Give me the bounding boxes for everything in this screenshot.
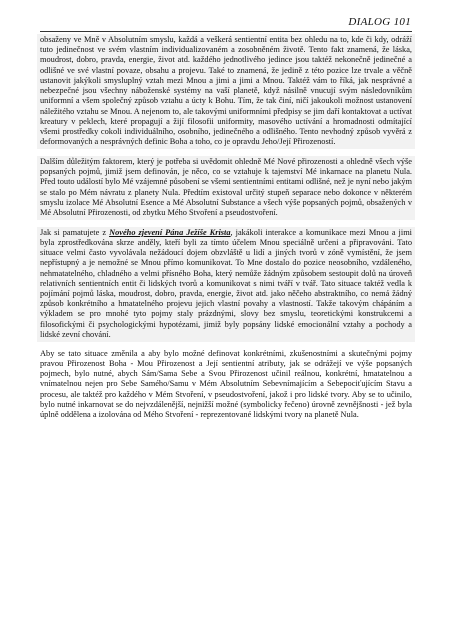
paragraph-2: Dalším důležitým faktorem, který je potřeba si uvědomit ohledně Mé Nové přirozenosti a ohledně všech výše popsaných pojmů, jimiž jsem definován, je něco, co se vztahuje k tajemství Mé inkarnace na planetu Nula. Před touto událostí bylo Mé vzájemné působení se všemi sentientními entitami odlišné, než je nyní nebo jakým se stalo po Mém návratu z planety Nula. Předtím existoval určitý stupeň separace nebo dokonce v některém smyslu izolace Mé Absolutní Esence a Mé Absolutní Substance a všech výše popsaných pojmů, obsažených v Mé Absolutní Přirozenosti, od zbytku Mého Stvoření a pseudostvoření. (37, 156, 415, 220)
paragraph-3-lead: Jak si pamatujete z (40, 227, 110, 237)
book-title-link[interactable]: Nového zjevení Pána Ježíše Krista (109, 227, 231, 237)
page-body (40, 34, 412, 420)
paragraph-3-rest: , jakákoli interakce a komunikace mezi Mnou a jimi byla zprostředkována skrze anděly, kteří byli za tímto účelem Mnou speciálně určeni a připravováni. Tato situace velmi často vyvolávala nežádoucí dojem obzvláště u lidí a jiných tvorů v zóně vymístění, že jsem nepřístupný a je nemožné se Mnou přímo komunikovat. To Mne dostalo do pozice neosobního, vzdáleného, nehmatatelného, chladného a velmi přísného Boha, který nemůže žádným způsobem sestoupit dolů na úroveň relativních sentientních entit či lidských tvorů a komunikovat s nimi tváří v tvář. Tato situace taktéž vedla k pojímání pojmů láska, moudrost, dobro, pravda, energie, život atd. jako něčeho abstraktního, co nemá žádný způsob konkrétního a hmatatelného projevu jejich vlastní povahy a vlastností. Takže takovým chápáním a výkladem se pro mnohé tyto pojmy staly prázdnými, slovy bez smyslu, teoretickými konstrukcemi a filosofickými či psychologickými hypotézami, jimiž byly popsány lidské emocionální vztahy a pochody a lidské zevní chování. (40, 227, 413, 339)
header-rule (40, 31, 412, 32)
paragraph-3 (37, 227, 415, 342)
running-header: DIALOG 101 (348, 16, 411, 28)
paragraph-4: Aby se tato situace změnila a aby bylo možné definovat konkrétními, zkušenostními a skutečnými pojmy pravou Přirozenost Boha - Mou Přirozenost a Její sentientní atributy, jak se odrážejí ve výše popsaných pojmech, bylo nutné, abych Sám/Sama Sebe a Svou Přirozenost učinil reálnou, konkrétní, hmatatelnou a vnímatelnou nejen pro Sebe Samého/Samu v Mém Absolutním Sebevnímajícím a Sebepociťujícím Stavu a procesu, ale taktéž pro každého v Mém Stvoření, v pseudostvoření, jakož i pro lidské tvory. Aby se to učinilo, bylo nutné inkarnovat se do nejvzdálenější, nejnižší možné (symbolicky řečeno) úrovně zevnějšnosti - jež byla úplně oddělena a izolována od Mého Stvoření - reprezentované lidskými tvory na planetě Nula. (40, 348, 412, 419)
paragraph-1: obsaženy ve Mně v Absolutním smyslu, každá a veškerá sentientní entita bez ohledu na to, kde či kdy, odráží tuto jedinečnost ve svém vlastním individualizovaném a zosobněném životě. Tento fakt znamená, že láska, moudrost, dobro, pravda, energie, život atd. každého jednotlivého jedince jsou taktéž nekonečně jedinečné a odlišné ve své vlastní povaze, obsahu a projevu. Také to znamená, že jedině z této pozice lze trvale a věčně ustanovit jakýkoli smysluplný vztah mezi Mnou a jimi a jimi a Mnou. Taktéž vám to říká, jak nesprávné a nebezpečné jsou všechny náboženské systémy na vaší planetě, když násilně vnucují svým následovníkům uniformní a všem společný způsob vztahu a úcty k Bohu. Tím, že tak činí, ničí jakoukoli možnost ustanovení náležitého vztahu se Mnou. A nejenom to, ale takovými uniformními předpisy se jim daří kontaktovat a uctívat kreatury v peklech, které propagují a žijí filosofii uniformity, masového uctívání a hromadnosti odmítající všemi prostředky cokoli individuálního, osobního, jedinečného a odlišného. Tento nevhodný způsob vyvěrá z deformovaných a nesprávných definic Boha a toho, co je opravdu Jeho/Její Přirozeností. (37, 34, 415, 149)
